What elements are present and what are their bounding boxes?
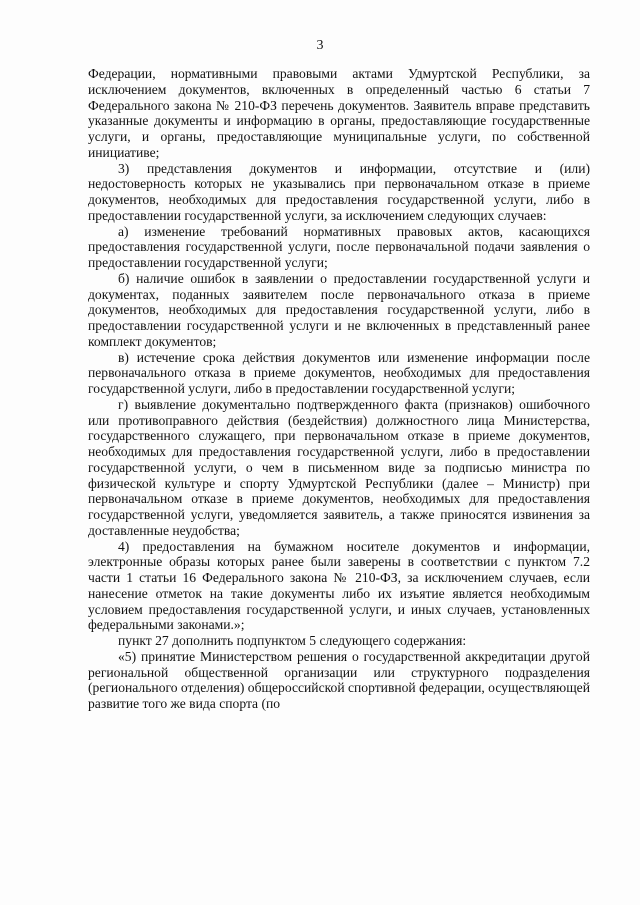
paragraph-item-5: «5) принятие Министерством решения о государственной аккредитации другой региональной общественной организации или структурного подразделения (регионального отделения) общероссийской спортивной федерации, осуществляющей развитие того же вида спорта (по [88, 648, 590, 711]
paragraph-subitem-b: б) наличие ошибок в заявлении о предоставлении государственной услуги и документах, поданных заявителем после первоначального отказа в приеме документов, необходимых для предоставления государственной услуги, либо в предоставлении государственной услуги и не включенных в представленный ранее комплект документов; [88, 270, 590, 349]
paragraph-subitem-v: в) истечение срока действия документов или изменение информации после первоначального отказа в приеме документов, необходимых для предоставления государственной услуги, либо в предоставлении государственной услуги; [88, 349, 590, 396]
paragraph-subitem-g: г) выявление документально подтвержденного факта (признаков) ошибочного или противоправного действия (бездействия) должностного лица Министерства, государственного служащего, при первоначальном отказе в приеме документов, необходимых для предоставления государственной услуги, либо в предоставлении государственной услуги, о чем в письменном виде за подписью министра по физической культуре и спорту Удмуртской Республики (далее – Министр) при первоначальном отказе в приеме документов, необходимых для предоставления государственной услуги, уведомляется заявитель, а также приносятся извинения за доставленные неудобства; [88, 396, 590, 538]
paragraph-amendment-note: пункт 27 дополнить подпунктом 5 следующего содержания: [118, 633, 467, 648]
page-number: 3 [316, 38, 324, 53]
document-body [88, 66, 590, 712]
paragraph-subitem-a: а) изменение требований нормативных правовых актов, касающихся предоставления государственной услуги, после первоначальной подачи заявления о предоставлении государственной услуги; [88, 223, 590, 270]
paragraph-continuation: Федерации, нормативными правовыми актами Удмуртской Республики, за исключением документов, включенных в определенный частью 6 статьи 7 Федерального закона № 210-ФЗ перечень документов. Заявитель вправе представить указанные документы и информацию в органы, предоставляющие государственные услуги, и органы, предоставляющие муниципальные услуги, по собственной инициативе; [88, 66, 590, 160]
paragraph-item-4: 4) предоставления на бумажном носителе документов и информации, электронные образы которых ранее были заверены в соответствии с пунктом 7.2 части 1 статьи 16 Федерального закона № 210-ФЗ, за исключением случаев, если нанесение отметок на такие документы либо их изъятие является необходимым условием предоставления государственной услуги, и иных случаев, установленных федеральными законами.»; [88, 538, 590, 633]
paragraph-item-3: 3) представления документов и информации, отсутствие и (или) недостоверность которых не указывались при первоначальном отказе в приеме документов, необходимых для предоставления государственной услуги, либо в предоставлении государственной услуги, за исключением следующих случаев: [88, 160, 590, 223]
